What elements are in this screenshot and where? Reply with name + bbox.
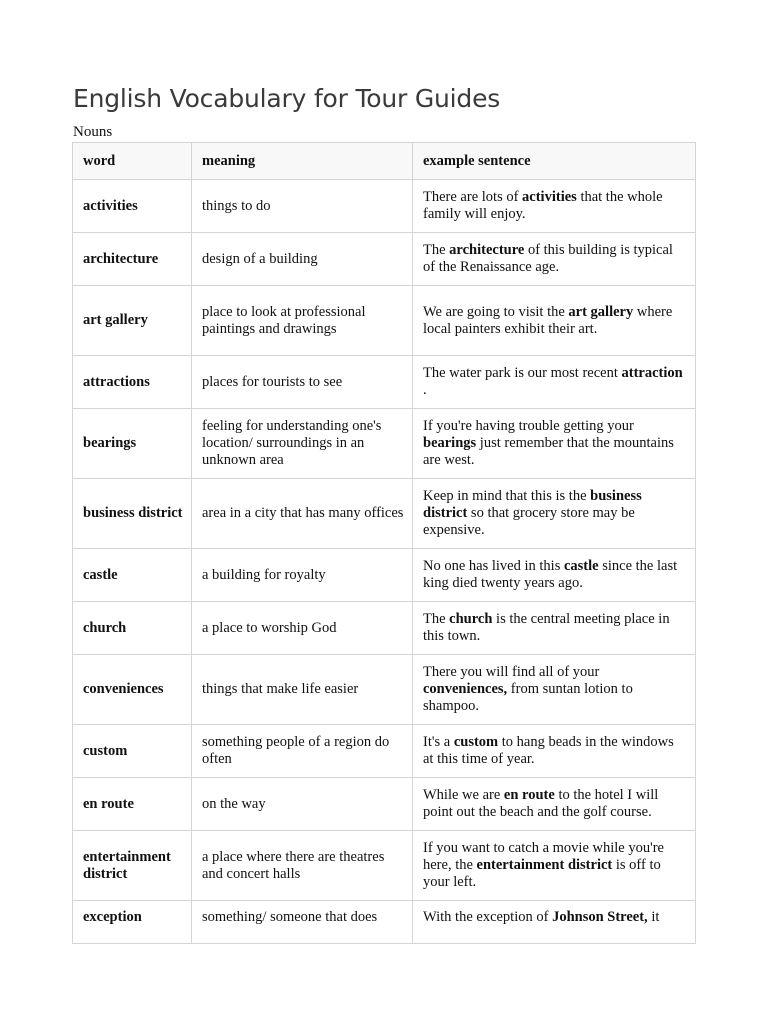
example-text: from suntan lotion to shampoo. xyxy=(423,681,633,714)
table-row xyxy=(73,901,696,944)
word-cell: en route xyxy=(73,778,192,831)
table-row xyxy=(73,286,696,356)
vocabulary-table xyxy=(72,142,696,944)
column-header-meaning: meaning xyxy=(192,143,413,180)
example-cell xyxy=(413,831,696,901)
word-cell: church xyxy=(73,602,192,655)
page-title: English Vocabulary for Tour Guides xyxy=(73,84,501,113)
word-cell: castle xyxy=(73,549,192,602)
example-text: The xyxy=(423,242,450,258)
example-cell xyxy=(413,725,696,778)
word-cell: custom xyxy=(73,725,192,778)
example-keyword: castle xyxy=(563,558,599,574)
example-keyword: custom xyxy=(453,734,499,750)
example-cell xyxy=(413,286,696,356)
column-header-word: word xyxy=(73,143,192,180)
example-text: to the hotel I will point out the beach and the golf course. xyxy=(423,787,659,820)
example-cell xyxy=(413,602,696,655)
example-text: The water park is our most recent xyxy=(423,365,622,381)
meaning-cell: something people of a region do often xyxy=(192,725,413,778)
example-cell xyxy=(413,655,696,725)
example-keyword: business district xyxy=(423,488,642,521)
word-cell: activities xyxy=(73,180,192,233)
example-text: where local painters exhibit their art. xyxy=(423,303,673,337)
table-row xyxy=(73,233,696,286)
example-text: to hang beads in the windows at this time of year. xyxy=(423,734,674,767)
example-text: There are lots of xyxy=(423,189,523,205)
example-cell xyxy=(413,549,696,602)
table-row xyxy=(73,479,696,549)
meaning-cell: area in a city that has many offices xyxy=(192,479,413,549)
meaning-cell: places for tourists to see xyxy=(192,356,413,409)
example-keyword: conveniences, xyxy=(423,681,508,697)
example-cell xyxy=(413,409,696,479)
word-cell: business district xyxy=(73,479,192,549)
example-keyword: art gallery xyxy=(568,303,634,320)
example-text: There you will find all of your xyxy=(423,664,600,680)
meaning-cell: a place where there are theatres and concert halls xyxy=(192,831,413,901)
example-cell xyxy=(413,356,696,409)
word-cell: architecture xyxy=(73,233,192,286)
example-text: No one has lived in this xyxy=(423,558,564,574)
word-cell: attractions xyxy=(73,356,192,409)
meaning-cell: a place to worship God xyxy=(192,602,413,655)
example-keyword: attraction xyxy=(621,365,683,381)
word-cell: bearings xyxy=(73,409,192,479)
example-text: that the whole family will enjoy. xyxy=(423,189,663,222)
table-row xyxy=(73,549,696,602)
word-cell: art gallery xyxy=(73,286,192,356)
example-text: of this building is typical of the Renaissance age. xyxy=(423,242,673,275)
example-keyword: en route xyxy=(503,787,555,803)
example-keyword: Johnson Street, xyxy=(552,909,648,925)
example-text: It's a xyxy=(423,734,454,750)
example-text: We are going to visit the xyxy=(423,303,569,320)
word-cell: entertainment district xyxy=(73,831,192,901)
table-row xyxy=(73,409,696,479)
table-row xyxy=(73,778,696,831)
example-cell xyxy=(413,778,696,831)
meaning-cell: something/ someone that does xyxy=(192,901,413,944)
example-text: While we are xyxy=(423,787,504,803)
table-header-row xyxy=(73,143,696,180)
table-row xyxy=(73,180,696,233)
example-cell xyxy=(413,901,696,944)
example-text: just remember that the mountains are west. xyxy=(423,435,674,468)
example-keyword: entertainment district xyxy=(476,857,613,873)
example-text: If you want to catch a movie while you're here, the xyxy=(423,840,664,873)
example-text: If you're having trouble getting your xyxy=(423,418,634,434)
table-row xyxy=(73,831,696,901)
table-row xyxy=(73,356,696,409)
example-keyword: architecture xyxy=(449,242,525,258)
table-row xyxy=(73,655,696,725)
example-keyword: church xyxy=(449,611,493,627)
section-label: Nouns xyxy=(73,124,113,140)
example-cell xyxy=(413,479,696,549)
example-text: it xyxy=(647,909,660,925)
meaning-cell: things that make life easier xyxy=(192,655,413,725)
example-text: is the central meeting place in this town. xyxy=(423,611,670,644)
word-cell: conveniences xyxy=(73,655,192,725)
table-row xyxy=(73,725,696,778)
example-text: Keep in mind that this is the xyxy=(423,488,591,504)
column-header-example: example sentence xyxy=(413,143,696,180)
example-text: is off to your left. xyxy=(423,857,661,890)
meaning-cell: feeling for understanding one's location/ surroundings in an unknown area xyxy=(192,409,413,479)
word-cell: exception xyxy=(73,901,192,944)
example-keyword: activities xyxy=(522,189,577,205)
table-row xyxy=(73,602,696,655)
example-cell xyxy=(413,180,696,233)
example-text: With the exception of xyxy=(423,909,553,925)
meaning-cell: things to do xyxy=(192,180,413,233)
example-text: The xyxy=(423,611,450,627)
example-cell xyxy=(413,233,696,286)
example-keyword: bearings xyxy=(423,435,477,451)
meaning-cell: on the way xyxy=(192,778,413,831)
example-text: so that grocery store may be expensive. xyxy=(423,505,635,538)
example-text: since the last king died twenty years ago. xyxy=(423,558,678,591)
meaning-cell: place to look at professional paintings and drawings xyxy=(192,286,413,356)
meaning-cell: design of a building xyxy=(192,233,413,286)
example-text: . xyxy=(423,382,427,398)
meaning-cell: a building for royalty xyxy=(192,549,413,602)
